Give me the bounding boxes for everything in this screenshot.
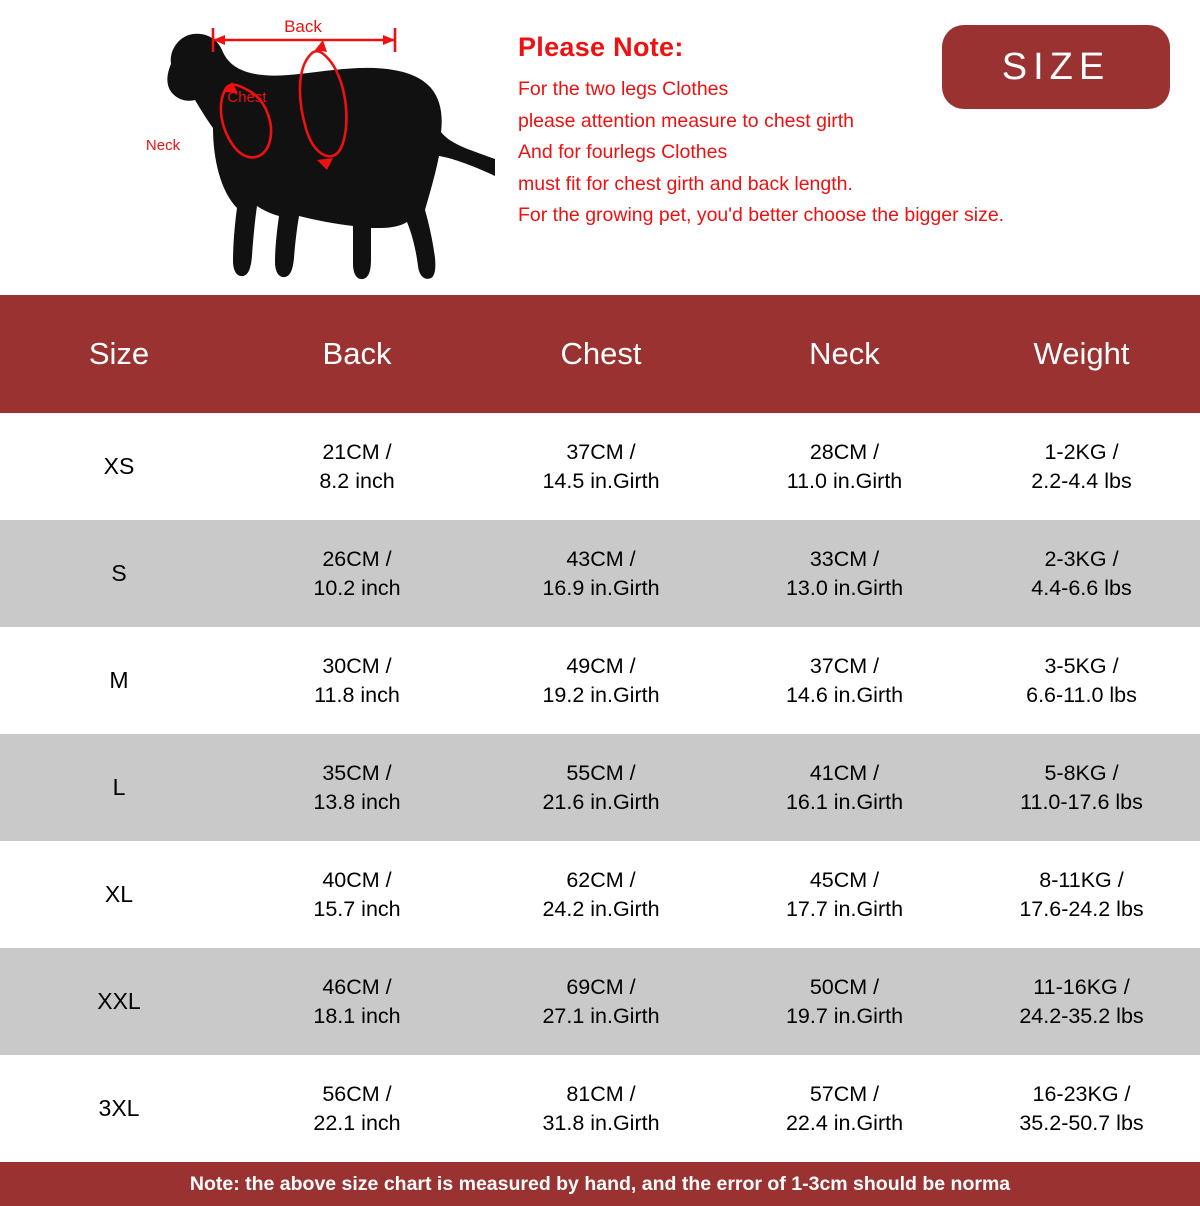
cell-size: L <box>0 734 238 841</box>
cell-neck-in: 22.4 in.Girth <box>785 1110 904 1135</box>
cell-neck-cm: 57CM / <box>809 1081 880 1106</box>
table-row <box>0 413 1200 520</box>
cell-size: XS <box>103 453 135 479</box>
cell-size: S <box>0 520 238 627</box>
cell-weight-kg: 5-8KG / <box>1044 760 1119 785</box>
label-back: Back <box>284 17 322 36</box>
cell-back <box>238 734 476 841</box>
cell-weight-lbs: 4.4-6.6 lbs <box>1031 575 1132 600</box>
cell-back <box>238 627 476 734</box>
table-row <box>0 627 1200 734</box>
cell-size: M <box>109 667 129 693</box>
size-chart-table <box>0 295 1200 1162</box>
cell-neck-cm: 28CM / <box>809 439 880 464</box>
cell-weight-kg: 16-23KG / <box>1032 1081 1131 1106</box>
column-header-size: Size <box>0 295 238 413</box>
cell-back <box>238 841 476 948</box>
cell-weight-lbs: 11.0-17.6 lbs <box>1020 789 1143 814</box>
header-area <box>0 0 1200 295</box>
table-row <box>0 841 1200 948</box>
size-badge: SIZE <box>942 25 1170 109</box>
cell-chest-in: 14.5 in.Girth <box>542 468 660 493</box>
label-chest: Chest <box>227 89 267 106</box>
cell-neck-in: 19.7 in.Girth <box>785 1003 904 1028</box>
cell-neck-cm: 45CM / <box>809 867 880 892</box>
cell-weight-lbs: 17.6-24.2 lbs <box>1019 896 1144 921</box>
cell-chest <box>476 520 726 627</box>
cell-weight-lbs: 24.2-35.2 lbs <box>1019 1003 1144 1028</box>
cell-chest-cm: 37CM / <box>566 439 636 464</box>
cell-chest-in: 16.9 in.Girth <box>542 575 660 600</box>
cell-neck <box>726 948 963 1055</box>
cell-chest-cm: 69CM / <box>566 974 636 999</box>
cell-weight <box>963 734 1200 841</box>
dog-measurement-diagram <box>75 10 495 285</box>
cell-chest <box>476 948 726 1055</box>
table-header-row <box>0 295 1200 413</box>
cell-back-in: 11.8 inch <box>314 682 400 707</box>
cell-back-cm: 21CM / <box>322 439 392 464</box>
cell-neck-cm: 37CM / <box>809 653 880 678</box>
cell-neck <box>726 841 963 948</box>
cell-chest-in: 27.1 in.Girth <box>542 1003 660 1028</box>
cell-weight-lbs: 35.2-50.7 lbs <box>1019 1110 1144 1135</box>
column-header-neck: Neck <box>726 295 963 413</box>
cell-back <box>238 413 476 520</box>
cell-back-cm: 40CM / <box>322 867 392 892</box>
cell-chest-in: 21.6 in.Girth <box>542 789 660 814</box>
cell-size: XXL <box>0 948 238 1055</box>
cell-neck <box>726 413 963 520</box>
cell-weight-kg: 1-2KG / <box>1044 439 1119 464</box>
cell-chest-cm: 62CM / <box>566 867 636 892</box>
cell-back <box>238 948 476 1055</box>
cell-neck-cm: 50CM / <box>809 974 880 999</box>
cell-neck-in: 14.6 in.Girth <box>785 682 904 707</box>
cell-neck-cm: 41CM / <box>809 760 880 785</box>
table-row <box>0 520 1200 627</box>
cell-neck-in: 16.1 in.Girth <box>785 789 904 814</box>
cell-weight <box>963 627 1200 734</box>
cell-weight <box>963 520 1200 627</box>
cell-weight-kg: 11-16KG / <box>1033 974 1130 999</box>
cell-weight <box>963 413 1200 520</box>
cell-back-in: 8.2 inch <box>319 468 395 493</box>
cell-weight <box>963 948 1200 1055</box>
cell-weight-kg: 3-5KG / <box>1044 653 1119 678</box>
table-row <box>0 1055 1200 1162</box>
cell-chest-cm: 55CM / <box>566 760 636 785</box>
cell-chest-in: 31.8 in.Girth <box>542 1110 660 1135</box>
table-row <box>0 734 1200 841</box>
cell-weight-lbs: 6.6-11.0 lbs <box>1026 682 1137 707</box>
cell-neck-in: 13.0 in.Girth <box>785 575 904 600</box>
note-line-4: must fit for chest girth and back length. <box>518 172 853 195</box>
column-header-weight: Weight <box>963 295 1200 413</box>
cell-size: 3XL <box>98 1095 140 1121</box>
note-line-5: For the growing pet, you'd better choose the bigger size. <box>518 204 1005 226</box>
note-line-3: And for fourlegs Clothes <box>518 141 728 163</box>
cell-chest <box>476 1055 726 1162</box>
cell-chest-cm: 49CM / <box>566 653 636 678</box>
cell-back-in: 15.7 inch <box>313 896 401 921</box>
cell-back-cm: 30CM / <box>322 653 392 678</box>
cell-back-cm: 46CM / <box>322 974 392 999</box>
cell-neck-in: 17.7 in.Girth <box>785 896 904 921</box>
footer-disclaimer: Note: the above size chart is measured by hand, and the error of 1-3cm should be norma <box>0 1162 1200 1206</box>
cell-size: XL <box>104 881 134 907</box>
cell-back-cm: 35CM / <box>322 760 392 785</box>
cell-chest-in: 24.2 in.Girth <box>542 896 660 921</box>
cell-neck-in: 11.0 in.Girth <box>786 468 903 493</box>
note-line-1: For the two legs Clothes <box>518 78 729 100</box>
cell-weight-kg: 8-11KG / <box>1039 867 1124 892</box>
cell-chest-cm: 43CM / <box>566 546 636 571</box>
cell-chest <box>476 841 726 948</box>
cell-back <box>238 1055 476 1162</box>
column-header-chest: Chest <box>476 295 726 413</box>
cell-weight-kg: 2-3KG / <box>1044 546 1119 571</box>
cell-weight <box>963 841 1200 948</box>
table-row <box>0 948 1200 1055</box>
column-header-back: Back <box>238 295 476 413</box>
cell-back-in: 10.2 inch <box>313 575 401 600</box>
dog-silhouette-icon <box>75 10 495 285</box>
cell-weight <box>963 1055 1200 1162</box>
cell-chest-in: 19.2 in.Girth <box>542 682 660 707</box>
cell-weight-lbs: 2.2-4.4 lbs <box>1031 468 1132 493</box>
cell-chest <box>476 627 726 734</box>
cell-neck <box>726 1055 963 1162</box>
cell-chest-cm: 81CM / <box>566 1081 636 1106</box>
cell-chest <box>476 734 726 841</box>
note-line-2: please attention measure to chest girth <box>518 109 855 132</box>
note-title: Please Note: <box>518 32 684 62</box>
cell-chest <box>476 413 726 520</box>
cell-neck <box>726 627 963 734</box>
cell-back-cm: 26CM / <box>322 546 392 571</box>
cell-back-in: 18.1 inch <box>313 1003 401 1028</box>
cell-neck-cm: 33CM / <box>809 546 880 571</box>
cell-neck <box>726 520 963 627</box>
cell-back-in: 13.8 inch <box>313 789 401 814</box>
cell-back <box>238 520 476 627</box>
label-neck: Neck <box>145 137 181 154</box>
cell-neck <box>726 734 963 841</box>
cell-back-cm: 56CM / <box>322 1081 392 1106</box>
cell-back-in: 22.1 inch <box>313 1110 401 1135</box>
